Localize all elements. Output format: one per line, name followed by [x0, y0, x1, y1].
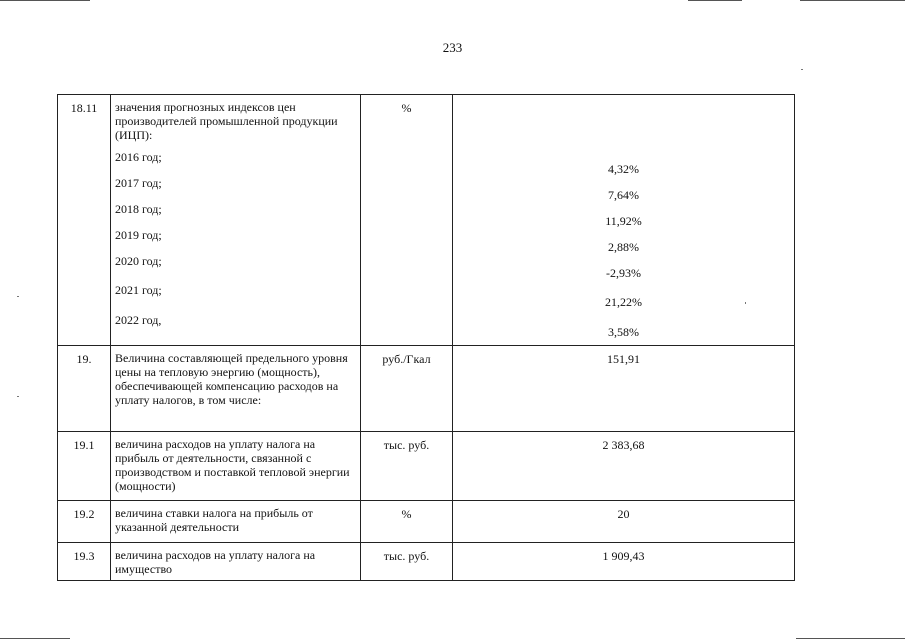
year-value: 3,58%: [608, 325, 639, 339]
row-description: величина ставки налога на прибыль от указанной деятельности: [111, 501, 361, 543]
year-list: [115, 144, 352, 333]
table-row: [58, 432, 795, 501]
unit-cell: тыс. руб.: [361, 543, 453, 581]
row-description: величина расходов на уплату налога на имущество: [111, 543, 361, 581]
year-label: 2019 год;: [115, 228, 162, 242]
scan-edge-top-left: [0, 0, 90, 1]
indicator-text: значения прогнозных индексов цен производителей промышленной продукции (ИЦП):: [115, 100, 338, 142]
value-cell: 20: [453, 501, 795, 543]
row-description: [111, 95, 361, 346]
scan-speck: [17, 296, 19, 297]
row-number: 19.3: [58, 543, 111, 581]
unit-cell: %: [361, 95, 453, 346]
year-value: 11,92%: [605, 214, 642, 228]
row-number: 19.2: [58, 501, 111, 543]
unit-cell: тыс. руб.: [361, 432, 453, 501]
year-label: 2021 год;: [115, 283, 162, 297]
row-description: величина расходов на уплату налога на прибыль от деятельности, связанной с производством и поставкой тепловой энергии (мощности): [111, 432, 361, 501]
year-label: 2022 год,: [115, 313, 162, 327]
unit-cell: %: [361, 501, 453, 543]
scan-edge-bottom-right: [796, 638, 905, 639]
year-value: 4,32%: [608, 162, 639, 176]
year-label: 2016 год;: [115, 150, 162, 164]
value-cell: 151,91: [453, 346, 795, 432]
year-value: 21,22%: [605, 295, 642, 309]
table-row: [58, 501, 795, 543]
row-number: 18.11: [58, 95, 111, 346]
table-row: [58, 543, 795, 581]
page-number: 233: [442, 40, 463, 55]
scan-edge-top-right: [688, 0, 742, 1]
table-row: [58, 95, 795, 346]
value-spacer: [453, 100, 794, 156]
year-value: 7,64%: [608, 188, 639, 202]
value-cell: 2 383,68: [453, 432, 795, 501]
year-value: -2,93%: [606, 266, 641, 280]
table-row: [58, 346, 795, 432]
year-label: 2017 год;: [115, 176, 162, 190]
year-label: 2018 год;: [115, 202, 162, 216]
row-description: Величина составляющей предельного уровня цены на тепловую энергию (мощность), обеспечивающей компенсацию расходов на уплату налогов, в том числе:: [111, 346, 361, 432]
value-cell: [453, 95, 795, 346]
data-table: [57, 94, 795, 581]
year-value: 2,88%: [608, 240, 639, 254]
year-label: 2020 год;: [115, 254, 162, 268]
unit-cell: руб./Гкал: [361, 346, 453, 432]
value-cell: 1 909,43: [453, 543, 795, 581]
scan-edge-top-right-2: [800, 0, 905, 1]
row-number: 19.1: [58, 432, 111, 501]
row-number: 19.: [58, 346, 111, 432]
scan-speck: [17, 396, 19, 397]
scan-speck: [801, 69, 803, 70]
scan-edge-bottom-left: [0, 638, 70, 639]
